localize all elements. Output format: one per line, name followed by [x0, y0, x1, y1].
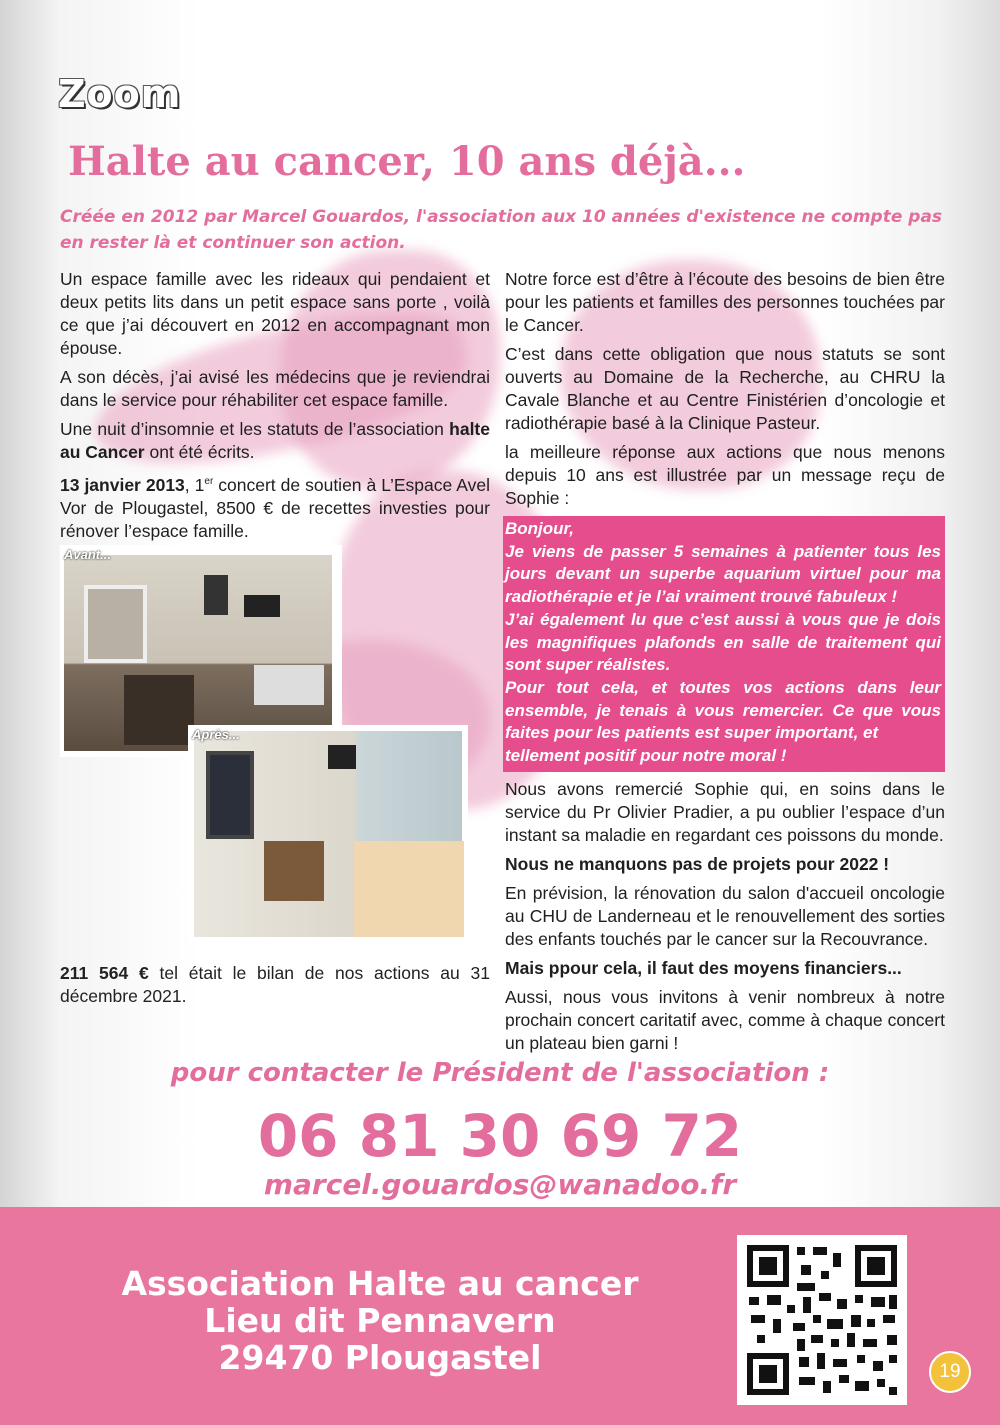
section-label: Zoom	[58, 72, 182, 116]
address-line: Lieu dit Pennavern	[204, 1301, 556, 1340]
quote-line: Pour tout cela, et toutes vos actions dans leur ensemble, je tenais à vous remercier. Ce que vous faites pour les patients est super important, et	[505, 677, 941, 743]
quote-line: tellement positif pour notre moral !	[505, 746, 787, 766]
paragraph: Notre force est d’être à l’écoute des besoins de bien être pour les patients et familles des personnes touchées par le Cancer.	[505, 269, 945, 335]
paragraph: 13 janvier 2013, 1er concert de soutien à L’Espace Avel Vor de Plougastel, 8500 € de recettes investies pour rénover l’espace famille.	[60, 474, 491, 541]
paragraph: A son décès, j’ai avisé les médecins que je reviendrai dans le service pour réhabiliter cet espace famille.	[60, 367, 490, 410]
contact-phone[interactable]: 06 81 30 69 72	[257, 1102, 743, 1170]
quote-line: Bonjour,	[505, 519, 574, 538]
bilan-paragraph: 211 564 € tel était le bilan de nos actions au 31 décembre 2021.	[60, 963, 490, 1006]
article-title: Halte au cancer, 10 ans déjà...	[68, 138, 746, 185]
qr-code-icon[interactable]	[737, 1235, 907, 1405]
quote-line: Je viens de passer 5 semaines à patienter tous les jours devant un superbe aquarium virtuel pour ma radiothérapie et je l’ai vraiment trouvé fabuleux !	[505, 541, 941, 607]
address-line: Association Halte au cancer	[121, 1264, 639, 1303]
paragraph: Nous ne manquons pas de projets pour 2022 !	[505, 853, 890, 874]
paragraph: Aussi, nous vous invitons à venir nombreux à notre prochain concert caritatif avec, comme à chaque concert un plateau bien garni !	[505, 986, 945, 1053]
quote-line: J’ai également lu que c’est aussi à vous que je dois les magnifiques plafonds en salle de traitement qui sont super réalistes.	[505, 609, 941, 675]
paragraph: la meilleure réponse aux actions que nous menons depuis 10 ans est illustrée par un message reçu de Sophie :	[505, 442, 945, 508]
paragraph: Nous avons remercié Sophie qui, en soins dans le service du Pr Olivier Pradier, a pu oublier l’espace d’un instant sa maladie en regardant ces poissons du monde.	[505, 778, 945, 845]
address-block	[60, 1265, 700, 1376]
photo-after	[188, 725, 468, 943]
contact-email[interactable]: marcel.gouardos@wanadoo.fr	[263, 1168, 737, 1201]
paragraph: C’est dans cette obligation que nous statuts se sont ouverts au Domaine de la Recherche, au CHRU la Cavale Blanche et au Centre Finistérien d’oncologie et radiothérapie basé à la Clinique Pasteur.	[505, 344, 945, 433]
sophie-quote	[503, 516, 945, 772]
paragraph: Mais ppour cela, il faut des moyens financiers...	[505, 957, 902, 978]
article-lead: Créée en 2012 par Marcel Gouardos, l'association aux 10 années d'existence ne compte pas en rester là et continuer son action.	[60, 207, 943, 253]
paragraph: Un espace famille avec les rideaux qui pendaient et deux petits lits dans un petit espace sans porte , voilà ce que j’ai découvert en 2012 en accompagnant mon épouse.	[60, 269, 490, 358]
address-line: 29470 Plougastel	[218, 1338, 542, 1377]
photo-caption: Après...	[192, 727, 240, 742]
paragraph: Une nuit d’insomnie et les statuts de l’association halte au Cancer ont été écrits.	[60, 419, 490, 462]
paragraph: En prévision, la rénovation du salon d'accueil oncologie au CHU de Landerneau et le renouvellement des sorties des enfants touchés par le cancer sur la Recouvrance.	[505, 882, 945, 949]
page-number-badge: 19	[929, 1351, 971, 1393]
left-column	[60, 268, 490, 549]
room-after-image	[194, 731, 462, 937]
contact-label: pour contacter le Président de l'association :	[170, 1058, 830, 1088]
photo-caption: Avant...	[64, 547, 111, 562]
footer-band	[0, 1207, 1000, 1425]
right-column	[505, 268, 945, 1061]
room-before-image	[64, 555, 332, 751]
